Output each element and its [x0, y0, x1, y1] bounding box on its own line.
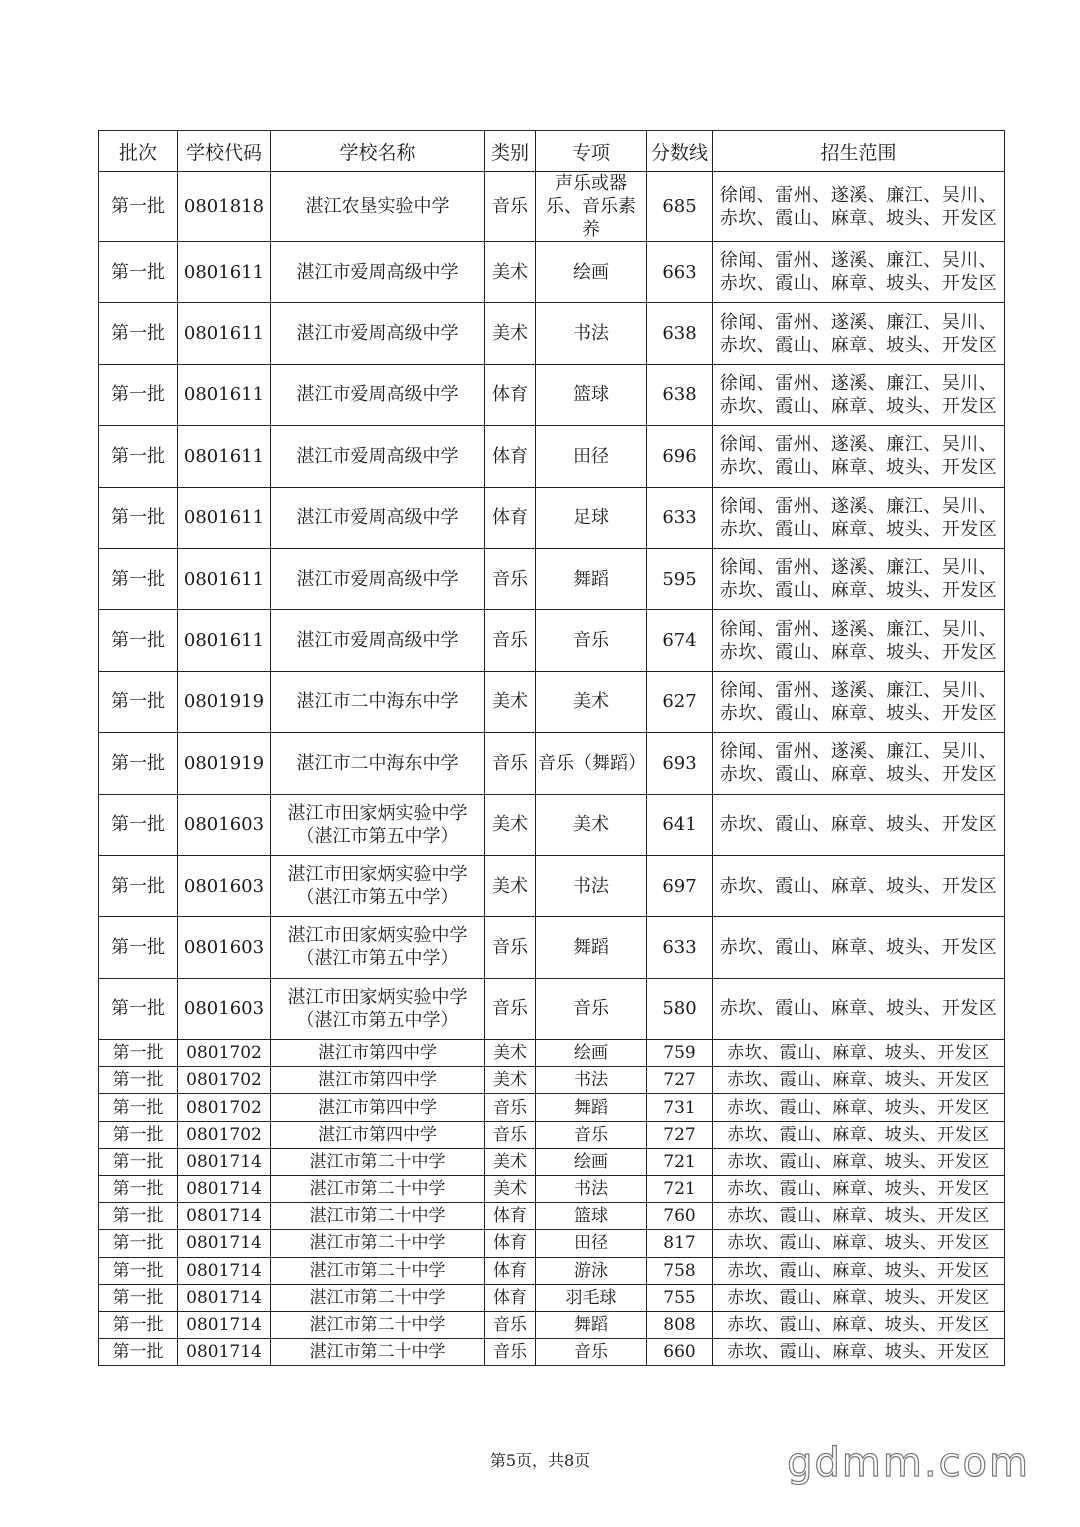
- cell-range: 赤坎、霞山、麻章、坡头、开发区: [713, 1121, 1005, 1148]
- cell-category: 音乐: [485, 610, 536, 671]
- cell-score: 808: [647, 1311, 713, 1338]
- table-row: [99, 855, 1005, 916]
- cell-specialty: 篮球: [536, 364, 647, 425]
- cell-category: 音乐: [485, 548, 536, 609]
- cell-specialty: 声乐或器乐、音乐素养: [536, 172, 647, 242]
- table-row: [99, 610, 1005, 671]
- cell-category: 体育: [485, 487, 536, 548]
- table-row: [99, 364, 1005, 425]
- table-body: [99, 172, 1005, 1366]
- cell-batch: 第一批: [99, 1094, 178, 1121]
- page-number: 第5页，共8页: [489, 1451, 591, 1470]
- cell-score: 758: [647, 1257, 713, 1284]
- cell-school-name: 湛江市田家炳实验中学（湛江市第五中学）: [271, 794, 485, 855]
- cell-school-name: 湛江市爱周高级中学: [271, 303, 485, 364]
- cell-score: 760: [647, 1203, 713, 1230]
- cell-school-name: 湛江市第二十中学: [271, 1311, 485, 1338]
- cell-range: 徐闻、雷州、遂溪、廉江、吴川、赤坎、霞山、麻章、坡头、开发区: [713, 426, 1005, 487]
- cell-range: 赤坎、霞山、麻章、坡头、开发区: [713, 1040, 1005, 1067]
- cell-specialty: 游泳: [536, 1257, 647, 1284]
- cell-school-code: 0801702: [178, 1040, 271, 1067]
- header-school-code: 学校代码: [178, 131, 271, 172]
- header-row: [99, 131, 1005, 172]
- cell-specialty: 舞蹈: [536, 1094, 647, 1121]
- cell-category: 音乐: [485, 733, 536, 794]
- cell-category: 美术: [485, 303, 536, 364]
- cell-school-code: 0801714: [178, 1148, 271, 1175]
- cell-school-code: 0801702: [178, 1094, 271, 1121]
- cell-school-code: 0801611: [178, 364, 271, 425]
- table-row: [99, 1094, 1005, 1121]
- cell-range: 徐闻、雷州、遂溪、廉江、吴川、赤坎、霞山、麻章、坡头、开发区: [713, 487, 1005, 548]
- cell-range: 赤坎、霞山、麻章、坡头、开发区: [713, 978, 1005, 1039]
- cell-category: 美术: [485, 855, 536, 916]
- cell-school-code: 0801714: [178, 1339, 271, 1366]
- cell-batch: 第一批: [99, 364, 178, 425]
- cell-specialty: 书法: [536, 1176, 647, 1203]
- cell-score: 641: [647, 794, 713, 855]
- cell-score: 696: [647, 426, 713, 487]
- cell-score: 633: [647, 917, 713, 978]
- cell-school-name: 湛江市第四中学: [271, 1121, 485, 1148]
- cell-score: 721: [647, 1148, 713, 1175]
- cell-batch: 第一批: [99, 671, 178, 732]
- cell-score: 595: [647, 548, 713, 609]
- cell-category: 音乐: [485, 172, 536, 242]
- cell-specialty: 田径: [536, 426, 647, 487]
- cell-batch: 第一批: [99, 1067, 178, 1094]
- cell-specialty: 音乐: [536, 1339, 647, 1366]
- cell-batch: 第一批: [99, 794, 178, 855]
- cell-specialty: 美术: [536, 671, 647, 732]
- cell-range: 赤坎、霞山、麻章、坡头、开发区: [713, 917, 1005, 978]
- admission-score-table: [98, 130, 1005, 1366]
- cell-range: 赤坎、霞山、麻章、坡头、开发区: [713, 1067, 1005, 1094]
- table-row: [99, 172, 1005, 242]
- cell-specialty: 绘画: [536, 1148, 647, 1175]
- table-header: [99, 131, 1005, 172]
- cell-batch: 第一批: [99, 978, 178, 1039]
- cell-school-code: 0801714: [178, 1176, 271, 1203]
- cell-score: 759: [647, 1040, 713, 1067]
- header-school-name: 学校名称: [271, 131, 485, 172]
- cell-range: 赤坎、霞山、麻章、坡头、开发区: [713, 1339, 1005, 1366]
- table-row: [99, 487, 1005, 548]
- cell-batch: 第一批: [99, 1040, 178, 1067]
- cell-range: 徐闻、雷州、遂溪、廉江、吴川、赤坎、霞山、麻章、坡头、开发区: [713, 303, 1005, 364]
- cell-specialty: 篮球: [536, 1203, 647, 1230]
- cell-batch: 第一批: [99, 1230, 178, 1257]
- cell-category: 音乐: [485, 1094, 536, 1121]
- cell-school-code: 0801919: [178, 671, 271, 732]
- table-row: [99, 242, 1005, 303]
- cell-category: 音乐: [485, 917, 536, 978]
- cell-range: 赤坎、霞山、麻章、坡头、开发区: [713, 1257, 1005, 1284]
- table-row: [99, 1203, 1005, 1230]
- cell-score: 663: [647, 242, 713, 303]
- cell-specialty: 书法: [536, 855, 647, 916]
- cell-category: 美术: [485, 794, 536, 855]
- cell-school-name: 湛江农垦实验中学: [271, 172, 485, 242]
- cell-school-name: 湛江市爱周高级中学: [271, 610, 485, 671]
- cell-score: 727: [647, 1121, 713, 1148]
- cell-category: 音乐: [485, 1339, 536, 1366]
- cell-specialty: 足球: [536, 487, 647, 548]
- cell-category: 音乐: [485, 1311, 536, 1338]
- cell-school-name: 湛江市第二十中学: [271, 1148, 485, 1175]
- cell-category: 美术: [485, 1067, 536, 1094]
- table-row: [99, 917, 1005, 978]
- cell-school-name: 湛江市田家炳实验中学（湛江市第五中学）: [271, 978, 485, 1039]
- cell-range: 赤坎、霞山、麻章、坡头、开发区: [713, 1284, 1005, 1311]
- cell-school-code: 0801714: [178, 1257, 271, 1284]
- cell-specialty: 绘画: [536, 242, 647, 303]
- cell-school-name: 湛江市第四中学: [271, 1094, 485, 1121]
- cell-school-name: 湛江市二中海东中学: [271, 733, 485, 794]
- cell-school-name: 湛江市第二十中学: [271, 1230, 485, 1257]
- cell-range: 徐闻、雷州、遂溪、廉江、吴川、赤坎、霞山、麻章、坡头、开发区: [713, 733, 1005, 794]
- cell-batch: 第一批: [99, 1148, 178, 1175]
- cell-score: 638: [647, 303, 713, 364]
- cell-school-code: 0801603: [178, 794, 271, 855]
- table-row: [99, 1121, 1005, 1148]
- table-row: [99, 1176, 1005, 1203]
- header-range: 招生范围: [713, 131, 1005, 172]
- cell-school-name: 湛江市爱周高级中学: [271, 242, 485, 303]
- cell-school-name: 湛江市爱周高级中学: [271, 364, 485, 425]
- cell-range: 赤坎、霞山、麻章、坡头、开发区: [713, 1176, 1005, 1203]
- cell-category: 体育: [485, 1257, 536, 1284]
- cell-school-code: 0801603: [178, 855, 271, 916]
- table-row: [99, 1311, 1005, 1338]
- cell-specialty: 羽毛球: [536, 1284, 647, 1311]
- cell-batch: 第一批: [99, 1284, 178, 1311]
- cell-specialty: 音乐: [536, 610, 647, 671]
- cell-specialty: 音乐: [536, 978, 647, 1039]
- cell-score: 693: [647, 733, 713, 794]
- cell-range: 徐闻、雷州、遂溪、廉江、吴川、赤坎、霞山、麻章、坡头、开发区: [713, 671, 1005, 732]
- cell-category: 音乐: [485, 1121, 536, 1148]
- cell-school-name: 湛江市第四中学: [271, 1040, 485, 1067]
- cell-range: 徐闻、雷州、遂溪、廉江、吴川、赤坎、霞山、麻章、坡头、开发区: [713, 548, 1005, 609]
- cell-school-code: 0801611: [178, 303, 271, 364]
- cell-batch: 第一批: [99, 1121, 178, 1148]
- cell-school-name: 湛江市田家炳实验中学（湛江市第五中学）: [271, 917, 485, 978]
- cell-school-code: 0801611: [178, 242, 271, 303]
- cell-batch: 第一批: [99, 426, 178, 487]
- table-row: [99, 1230, 1005, 1257]
- cell-school-code: 0801919: [178, 733, 271, 794]
- cell-range: 徐闻、雷州、遂溪、廉江、吴川、赤坎、霞山、麻章、坡头、开发区: [713, 172, 1005, 242]
- cell-range: 赤坎、霞山、麻章、坡头、开发区: [713, 855, 1005, 916]
- cell-batch: 第一批: [99, 917, 178, 978]
- cell-score: 697: [647, 855, 713, 916]
- cell-batch: 第一批: [99, 487, 178, 548]
- table-row: [99, 1040, 1005, 1067]
- cell-batch: 第一批: [99, 610, 178, 671]
- cell-batch: 第一批: [99, 1176, 178, 1203]
- cell-batch: 第一批: [99, 548, 178, 609]
- cell-school-name: 湛江市第四中学: [271, 1067, 485, 1094]
- cell-batch: 第一批: [99, 1339, 178, 1366]
- cell-category: 体育: [485, 1203, 536, 1230]
- cell-score: 731: [647, 1094, 713, 1121]
- cell-score: 674: [647, 610, 713, 671]
- cell-range: 徐闻、雷州、遂溪、廉江、吴川、赤坎、霞山、麻章、坡头、开发区: [713, 242, 1005, 303]
- cell-batch: 第一批: [99, 733, 178, 794]
- table-row: [99, 426, 1005, 487]
- cell-batch: 第一批: [99, 1203, 178, 1230]
- cell-school-code: 0801714: [178, 1203, 271, 1230]
- table-row: [99, 794, 1005, 855]
- table-row: [99, 548, 1005, 609]
- table-row: [99, 303, 1005, 364]
- cell-school-name: 湛江市二中海东中学: [271, 671, 485, 732]
- cell-specialty: 音乐: [536, 1121, 647, 1148]
- cell-category: 体育: [485, 1284, 536, 1311]
- cell-school-code: 0801714: [178, 1284, 271, 1311]
- cell-school-code: 0801611: [178, 610, 271, 671]
- cell-school-code: 0801714: [178, 1311, 271, 1338]
- cell-score: 817: [647, 1230, 713, 1257]
- cell-category: 美术: [485, 671, 536, 732]
- cell-category: 美术: [485, 1176, 536, 1203]
- cell-batch: 第一批: [99, 242, 178, 303]
- cell-category: 美术: [485, 1148, 536, 1175]
- header-category: 类别: [485, 131, 536, 172]
- cell-school-code: 0801603: [178, 917, 271, 978]
- header-batch: 批次: [99, 131, 178, 172]
- cell-category: 美术: [485, 242, 536, 303]
- cell-score: 727: [647, 1067, 713, 1094]
- cell-range: 徐闻、雷州、遂溪、廉江、吴川、赤坎、霞山、麻章、坡头、开发区: [713, 610, 1005, 671]
- cell-school-name: 湛江市第二十中学: [271, 1284, 485, 1311]
- cell-range: 赤坎、霞山、麻章、坡头、开发区: [713, 1311, 1005, 1338]
- cell-category: 音乐: [485, 978, 536, 1039]
- cell-school-name: 湛江市第二十中学: [271, 1176, 485, 1203]
- cell-category: 体育: [485, 1230, 536, 1257]
- cell-specialty: 书法: [536, 303, 647, 364]
- cell-school-name: 湛江市爱周高级中学: [271, 426, 485, 487]
- cell-range: 赤坎、霞山、麻章、坡头、开发区: [713, 1203, 1005, 1230]
- table-row: [99, 1148, 1005, 1175]
- cell-specialty: 舞蹈: [536, 917, 647, 978]
- cell-category: 美术: [485, 1040, 536, 1067]
- cell-specialty: 舞蹈: [536, 548, 647, 609]
- cell-range: 赤坎、霞山、麻章、坡头、开发区: [713, 1148, 1005, 1175]
- cell-school-name: 湛江市田家炳实验中学（湛江市第五中学）: [271, 855, 485, 916]
- cell-school-code: 0801702: [178, 1067, 271, 1094]
- cell-range: 徐闻、雷州、遂溪、廉江、吴川、赤坎、霞山、麻章、坡头、开发区: [713, 364, 1005, 425]
- table-row: [99, 978, 1005, 1039]
- cell-category: 体育: [485, 426, 536, 487]
- cell-school-name: 湛江市第二十中学: [271, 1339, 485, 1366]
- cell-score: 580: [647, 978, 713, 1039]
- cell-school-name: 湛江市第二十中学: [271, 1203, 485, 1230]
- watermark-logo: gdmm.com: [787, 1440, 1030, 1486]
- cell-school-name: 湛江市第二十中学: [271, 1257, 485, 1284]
- cell-category: 体育: [485, 364, 536, 425]
- cell-range: 赤坎、霞山、麻章、坡头、开发区: [713, 1230, 1005, 1257]
- header-score: 分数线: [647, 131, 713, 172]
- cell-school-code: 0801714: [178, 1230, 271, 1257]
- cell-specialty: 美术: [536, 794, 647, 855]
- cell-score: 685: [647, 172, 713, 242]
- cell-school-code: 0801611: [178, 548, 271, 609]
- cell-score: 633: [647, 487, 713, 548]
- cell-school-code: 0801603: [178, 978, 271, 1039]
- cell-specialty: 书法: [536, 1067, 647, 1094]
- cell-batch: 第一批: [99, 172, 178, 242]
- cell-specialty: 舞蹈: [536, 1311, 647, 1338]
- cell-school-code: 0801611: [178, 426, 271, 487]
- cell-school-code: 0801818: [178, 172, 271, 242]
- table-row: [99, 671, 1005, 732]
- cell-score: 660: [647, 1339, 713, 1366]
- table-row: [99, 1067, 1005, 1094]
- cell-batch: 第一批: [99, 1311, 178, 1338]
- cell-range: 赤坎、霞山、麻章、坡头、开发区: [713, 1094, 1005, 1121]
- header-specialty: 专项: [536, 131, 647, 172]
- cell-score: 638: [647, 364, 713, 425]
- cell-specialty: 音乐（舞蹈）: [536, 733, 647, 794]
- cell-specialty: 田径: [536, 1230, 647, 1257]
- table-row: [99, 733, 1005, 794]
- cell-batch: 第一批: [99, 855, 178, 916]
- cell-batch: 第一批: [99, 303, 178, 364]
- cell-school-code: 0801611: [178, 487, 271, 548]
- table-row: [99, 1257, 1005, 1284]
- table-row: [99, 1339, 1005, 1366]
- cell-score: 721: [647, 1176, 713, 1203]
- cell-batch: 第一批: [99, 1257, 178, 1284]
- cell-range: 赤坎、霞山、麻章、坡头、开发区: [713, 794, 1005, 855]
- cell-score: 627: [647, 671, 713, 732]
- cell-school-code: 0801702: [178, 1121, 271, 1148]
- cell-school-name: 湛江市爱周高级中学: [271, 548, 485, 609]
- cell-specialty: 绘画: [536, 1040, 647, 1067]
- cell-score: 755: [647, 1284, 713, 1311]
- cell-school-name: 湛江市爱周高级中学: [271, 487, 485, 548]
- table-row: [99, 1284, 1005, 1311]
